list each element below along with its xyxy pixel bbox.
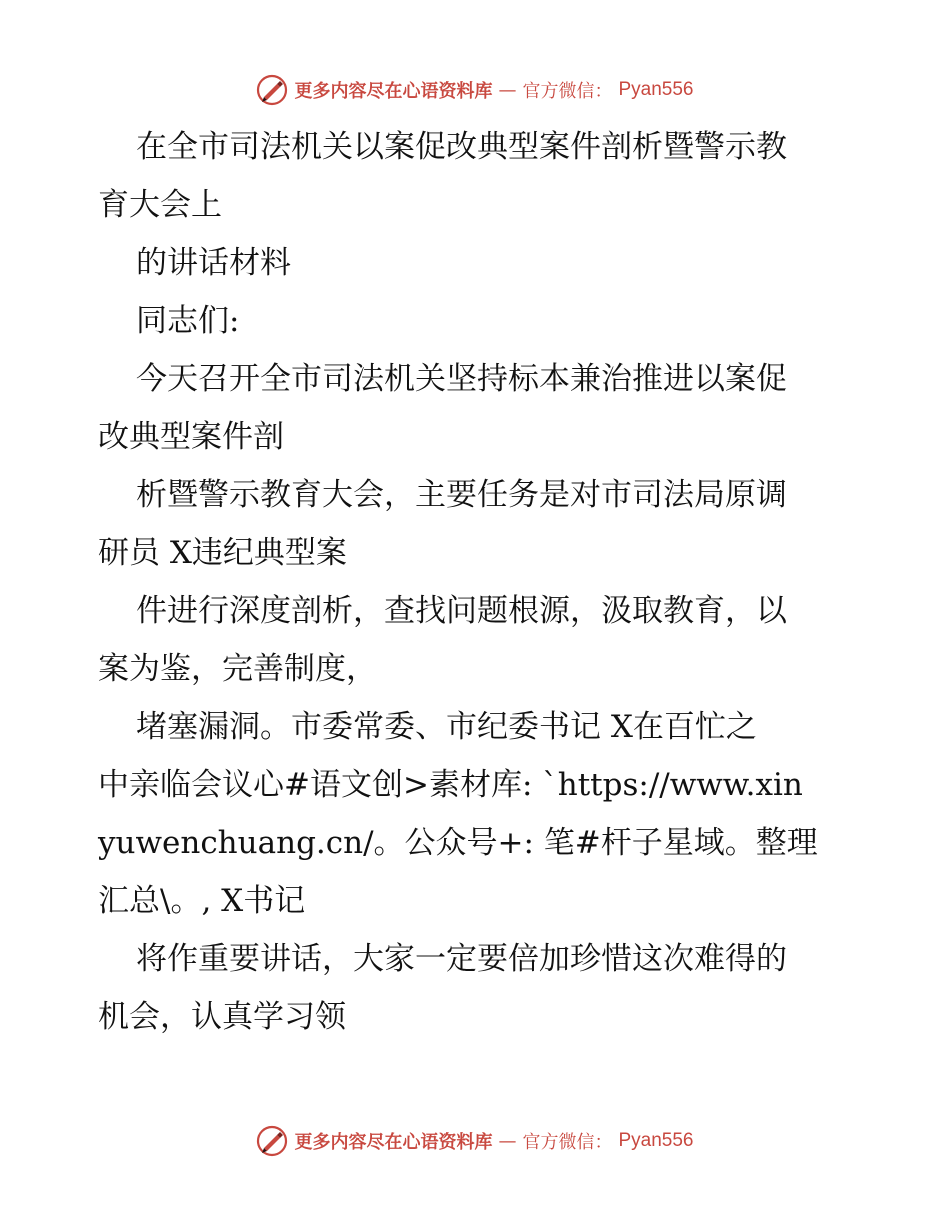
banner-dash: — xyxy=(498,1130,517,1152)
doc-line-1: 在全市司法机关以案促改典型案件剖析暨警示教 xyxy=(136,129,787,165)
doc-line-4: 同志们: xyxy=(136,303,240,339)
doc-line-6: 改典型案件剖 xyxy=(98,419,284,455)
pen-logo-icon xyxy=(256,74,288,106)
doc-line-12: 中亲临会议心#语文创>素材库: `https://www.xin xyxy=(98,767,803,803)
doc-line-2: 育大会上 xyxy=(98,187,222,223)
banner-dash: — xyxy=(498,79,517,101)
banner-wechat-id: Pyan556 xyxy=(618,1130,694,1151)
doc-line-3: 的讲话材料 xyxy=(136,245,291,281)
footer-banner xyxy=(0,1121,950,1161)
banner-brand-text: 更多内容尽在心语资料库 xyxy=(294,81,493,102)
doc-line-13: yuwenchuang.cn/。公众号+: 笔#杆子星域。整理 xyxy=(98,825,818,861)
doc-line-8: 研员 X违纪典型案 xyxy=(98,535,347,571)
doc-line-16: 机会，认真学习领 xyxy=(98,999,346,1035)
doc-line-5: 今天召开全市司法机关坚持标本兼治推进以案促 xyxy=(136,361,787,397)
banner-brand-text: 更多内容尽在心语资料库 xyxy=(294,1132,493,1153)
doc-line-9: 件进行深度剖析，查找问题根源，汲取教育，以 xyxy=(136,593,787,629)
banner-wechat-label: 官方微信： xyxy=(522,1132,613,1153)
banner-wechat-id: Pyan556 xyxy=(618,79,694,100)
banner-wechat-label: 官方微信： xyxy=(522,81,613,102)
doc-line-11: 堵塞漏洞。市委常委、市纪委书记 X在百忙之 xyxy=(136,709,757,745)
document-body xyxy=(98,118,858,1046)
doc-line-7: 析暨警示教育大会，主要任务是对市司法局原调 xyxy=(136,477,787,513)
pen-logo-icon xyxy=(256,1125,288,1157)
doc-line-15: 将作重要讲话，大家一定要倍加珍惜这次难得的 xyxy=(136,941,787,977)
doc-line-10: 案为鉴，完善制度， xyxy=(98,651,377,687)
doc-line-14: 汇总\。, X书记 xyxy=(98,883,306,919)
header-banner xyxy=(0,70,950,110)
